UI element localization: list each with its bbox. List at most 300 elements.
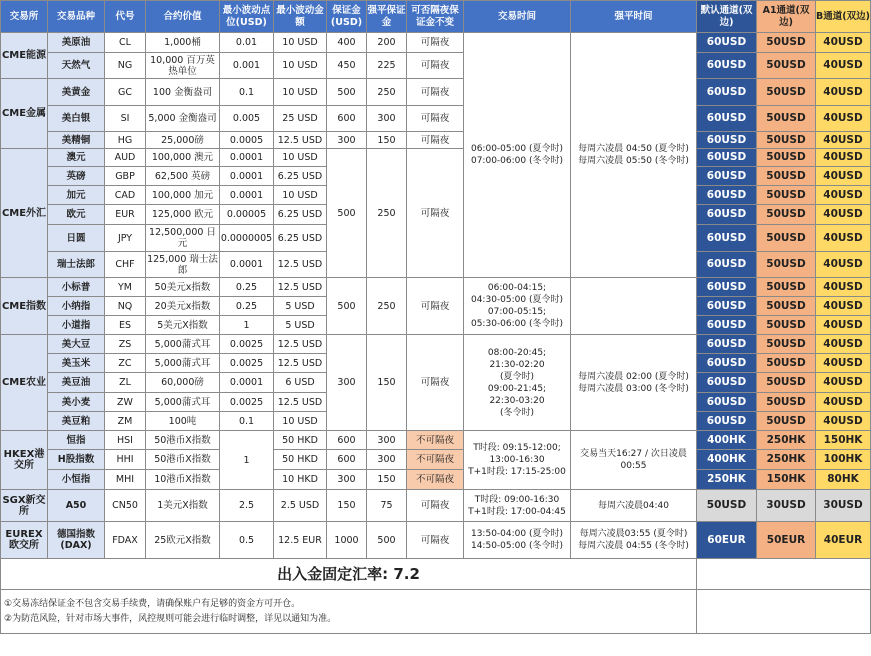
header-a1-channel: A1通道(双边) [757,1,816,33]
liquidation-time-cell [571,335,697,431]
contract-value-cell: 12,500,000 日元 [146,225,220,252]
default-channel-cell: 60USD [697,393,757,412]
contract-value-cell: 60,000磅 [146,373,220,393]
margin-cell: 400 [327,33,367,53]
min-tick-cell: 0.001 [220,53,274,79]
min-tick-cell: 0.25 [220,278,274,297]
trading-time-line: 05:30-06:00 (冬令时) [470,319,563,329]
overnight-cell: 可隔夜 [407,149,464,278]
default-channel-cell: 60USD [697,335,757,354]
forced-margin-cell: 250 [367,149,407,278]
code-cell: ZM [105,412,146,431]
header-overnight: 可否隔夜保证金不变 [407,1,464,33]
b-channel-cell: 40USD [816,205,871,225]
contract-value-cell: 5,000 金衡盎司 [146,106,220,132]
table-row [1,149,871,167]
min-tick-amount-cell: 2.5 USD [274,490,327,522]
contract-value-cell: 1,000桶 [146,33,220,53]
code-cell: ZC [105,354,146,373]
code-cell: ZS [105,335,146,354]
overnight-cell: 不可隔夜 [407,470,464,490]
min-tick-amount-cell: 25 USD [274,106,327,132]
trading-time-line: 14:50-05:00 (冬令时) [470,541,563,551]
trading-time-line: 13:50-04:00 (夏令时) [470,529,563,539]
margin-cell: 300 [327,335,367,431]
min-tick-cell: 0.0001 [220,252,274,278]
a1-channel-cell: 30USD [757,490,816,522]
margin-cell: 450 [327,53,367,79]
header-margin: 保证金(USD) [327,1,367,33]
contract-value-cell: 1美元X指数 [146,490,220,522]
header-default-channel: 默认通道(双边) [697,1,757,33]
product-cell: 美大豆 [48,335,105,354]
min-tick-amount-cell: 12.5 USD [274,393,327,412]
min-tick-cell: 0.0001 [220,167,274,186]
liquidation-time-line: 每周六凌晨 05:50 (冬令时) [578,156,689,166]
product-cell: 美玉米 [48,354,105,373]
exchange-cell: CME能源 [1,33,48,79]
code-cell: GBP [105,167,146,186]
a1-channel-cell: 50USD [757,53,816,79]
b-channel-cell: 40USD [816,297,871,316]
b-channel-cell: 40USD [816,132,871,149]
min-tick-cell: 0.005 [220,106,274,132]
default-channel-cell: 60USD [697,149,757,167]
a1-channel-cell: 50USD [757,278,816,297]
a1-channel-cell: 50USD [757,106,816,132]
margin-cell: 300 [327,132,367,149]
table-row [1,522,871,559]
b-channel-cell: 40USD [816,278,871,297]
default-channel-cell: 60USD [697,186,757,205]
default-channel-cell: 60USD [697,278,757,297]
code-cell: EUR [105,205,146,225]
default-channel-cell: 60USD [697,297,757,316]
trading-time-cell [464,33,571,278]
b-channel-cell: 40USD [816,373,871,393]
min-tick-amount-cell: 10 USD [274,412,327,431]
a1-channel-cell: 50USD [757,167,816,186]
margin-cell: 300 [327,470,367,490]
exchange-rate-banner: 出入金固定汇率: 7.2 [1,559,697,590]
contract-value-cell: 125,000 欧元 [146,205,220,225]
trading-time-line: 21:30-02:20 [489,359,545,370]
exchange-cell: SGX新交所 [1,490,48,522]
product-cell: 小恒指 [48,470,105,490]
table-row [1,490,871,522]
liquidation-time-line: 每周六凌晨 02:00 (夏令时) [578,371,689,382]
liquidation-time-line: 每周六凌晨 04:50 (夏令时) [578,144,689,154]
b-channel-cell: 40USD [816,53,871,79]
min-tick-cell: 0.00005 [220,205,274,225]
table-row [1,79,871,106]
b-channel-cell: 40USD [816,316,871,335]
min-tick-amount-cell: 50 HKD [274,450,327,470]
table-row [1,132,871,149]
code-cell: HG [105,132,146,149]
a1-channel-cell: 250HK [757,431,816,450]
min-tick-cell: 0.0005 [220,132,274,149]
code-cell: CN50 [105,490,146,522]
trading-time-line: 06:00-04:15; [487,283,547,293]
min-tick-amount-cell: 6.25 USD [274,205,327,225]
contract-value-cell: 100 金衡盎司 [146,79,220,106]
product-cell: 日圆 [48,225,105,252]
min-tick-amount-cell: 10 USD [274,53,327,79]
b-channel-cell: 100HK [816,450,871,470]
trading-time-cell [464,522,571,559]
notes-cell [1,590,697,634]
code-cell: MHI [105,470,146,490]
a1-channel-cell: 50USD [757,393,816,412]
min-tick-cell: 0.5 [220,522,274,559]
product-cell: 瑞士法郎 [48,252,105,278]
product-cell: 美黄金 [48,79,105,106]
contract-value-cell: 5,000蒲式耳 [146,393,220,412]
b-channel-cell: 40USD [816,252,871,278]
overnight-cell: 可隔夜 [407,522,464,559]
trading-time-line: (冬令时) [499,407,535,418]
min-tick-amount-cell: 12.5 EUR [274,522,327,559]
overnight-cell: 可隔夜 [407,335,464,431]
default-channel-cell: 250HK [697,470,757,490]
trading-time-line: 06:00-05:00 (夏令时) [470,144,563,154]
product-cell: 英磅 [48,167,105,186]
overnight-cell: 可隔夜 [407,132,464,149]
a1-channel-cell: 50USD [757,186,816,205]
a1-channel-cell: 150HK [757,470,816,490]
default-channel-cell: 60USD [697,132,757,149]
overnight-cell: 可隔夜 [407,33,464,53]
header-min-tick-amount: 最小波动金额 [274,1,327,33]
product-cell: 美白银 [48,106,105,132]
margin-cell: 1000 [327,522,367,559]
overnight-cell: 可隔夜 [407,53,464,79]
overnight-cell: 不可隔夜 [407,450,464,470]
contract-value-cell: 5,000蒲式耳 [146,335,220,354]
note-line: ①交易冻结保证金不包含交易手续费，请确保账户有足够的资金方可开仓。 [4,598,301,609]
code-cell: CAD [105,186,146,205]
overnight-cell: 可隔夜 [407,490,464,522]
b-channel-cell: 40USD [816,79,871,106]
contract-value-cell: 10,000 百万英热单位 [146,53,220,79]
contract-value-cell: 100,000 加元 [146,186,220,205]
product-cell: 美精铜 [48,132,105,149]
min-tick-cell: 0.1 [220,412,274,431]
default-channel-cell: 60USD [697,373,757,393]
product-cell: A50 [48,490,105,522]
a1-channel-cell: 250HK [757,450,816,470]
min-tick-cell: 0.0001 [220,373,274,393]
contract-value-cell: 125,000 瑞士法郎 [147,253,218,276]
forced-margin-cell: 150 [367,470,407,490]
header-row [1,1,871,33]
min-tick-amount-cell: 5 USD [274,316,327,335]
a1-channel-cell: 50USD [757,33,816,53]
min-tick-amount-cell: 10 USD [274,33,327,53]
b-channel-cell: 40USD [816,225,871,252]
code-cell: NG [105,53,146,79]
min-tick-cell: 1 [220,316,274,335]
contract-value-cell: 50港币X指数 [146,450,220,470]
contract-value-cell: 50美元x指数 [146,278,220,297]
margin-cell: 150 [327,490,367,522]
default-channel-cell: 60USD [697,252,757,278]
min-tick-cell: 1 [220,431,274,490]
product-cell: 美豆粕 [48,412,105,431]
liquidation-time-cell [571,33,697,278]
a1-channel-cell: 50USD [757,297,816,316]
trading-time-cell [464,431,571,490]
trading-time-line: T+1时段: 17:00-04:45 [468,506,566,517]
overnight-cell: 可隔夜 [407,106,464,132]
min-tick-cell: 0.01 [220,33,274,53]
header-product: 交易品种 [48,1,105,33]
header-b-channel: B通道(双边) [816,1,871,33]
contract-value-cell: 50港币X指数 [146,431,220,450]
min-tick-amount-cell: 6 USD [274,373,327,393]
margin-cell: 600 [327,106,367,132]
table-row [1,559,871,590]
margin-cell: 500 [327,278,367,335]
table-row [1,431,871,450]
min-tick-cell: 0.1 [220,79,274,106]
trading-time-line: T时段: 09:15-12:00; [473,443,561,453]
a1-channel-cell: 50USD [757,412,816,431]
min-tick-amount-cell: 10 USD [274,149,327,167]
overnight-cell: 可隔夜 [407,79,464,106]
header-min-tick: 最小波动点位(USD) [220,1,274,33]
code-cell: ZL [105,373,146,393]
code-cell: CHF [105,252,146,278]
code-cell: SI [105,106,146,132]
default-channel-cell: 50USD [697,490,757,522]
contract-value-cell: 5,000蒲式耳 [146,354,220,373]
code-cell: FDAX [105,522,146,559]
min-tick-cell: 0.0001 [220,186,274,205]
code-cell: YM [105,278,146,297]
a1-channel-cell: 50USD [757,335,816,354]
product-cell: 加元 [48,186,105,205]
table-row [1,106,871,132]
product-cell: 澳元 [48,149,105,167]
forced-margin-cell: 150 [367,132,407,149]
default-channel-cell: 60USD [697,225,757,252]
product-cell: 美原油 [48,33,105,53]
b-channel-cell: 150HK [816,431,871,450]
overnight-cell: 可隔夜 [407,278,464,335]
min-tick-amount-cell: 50 HKD [274,431,327,450]
table-row [1,450,871,470]
min-tick-amount-cell: 10 USD [274,79,327,106]
forced-margin-cell: 300 [367,450,407,470]
code-cell: HSI [105,431,146,450]
default-channel-cell: 60USD [697,33,757,53]
code-cell: ES [105,316,146,335]
overnight-cell: 不可隔夜 [407,431,464,450]
contract-value-cell: 62,500 英磅 [146,167,220,186]
b-channel-cell: 30USD [816,490,871,522]
code-cell: AUD [105,149,146,167]
exchange-cell: CME农业 [1,335,48,431]
trading-time-line: 04:30-05:00 (夏令时) [470,295,563,305]
liquidation-time-cell [571,522,697,559]
b-channel-cell: 40USD [816,106,871,132]
header-exchange: 交易所 [1,1,48,33]
min-tick-amount-cell: 12.5 USD [274,252,327,278]
product-cell: 恒指 [48,431,105,450]
b-channel-cell: 40USD [816,33,871,53]
forced-margin-cell: 150 [367,335,407,431]
min-tick-cell: 2.5 [220,490,274,522]
a1-channel-cell: 50USD [757,149,816,167]
liquidation-time-cell [571,278,697,335]
trading-time-line: 08:00-20:45; [487,347,547,358]
trading-time-cell [464,490,571,522]
code-cell: ZW [105,393,146,412]
contract-value-cell: 10港币X指数 [146,470,220,490]
liquidation-time-line: 每周六凌晨 03:00 (冬令时) [578,383,689,394]
forced-margin-cell: 225 [367,53,407,79]
forced-margin-cell: 300 [367,431,407,450]
default-channel-cell: 60USD [697,205,757,225]
trading-time-line: 07:00-06:00 (冬令时) [470,156,563,166]
product-cell: 德国指数(DAX) [48,522,105,559]
contract-value-cell: 25,000磅 [146,132,220,149]
forced-margin-cell: 300 [367,106,407,132]
exchange-cell: EUREX欧交所 [1,522,48,559]
forced-margin-cell: 250 [367,278,407,335]
min-tick-cell: 0.0000005 [220,225,274,252]
code-cell: GC [105,79,146,106]
contract-value-cell: 100吨 [146,412,220,431]
margin-cell: 600 [327,450,367,470]
contract-value-cell: 100,000 澳元 [146,149,220,167]
min-tick-amount-cell: 12.5 USD [274,354,327,373]
b-channel-cell: 40USD [816,149,871,167]
b-channel-cell: 40USD [816,412,871,431]
default-channel-cell: 400HK [697,431,757,450]
min-tick-amount-cell: 5 USD [274,297,327,316]
min-tick-amount-cell: 6.25 USD [274,225,327,252]
default-channel-cell: 60USD [697,106,757,132]
b-channel-cell: 40USD [816,186,871,205]
trading-time-line: T时段: 09:00-16:30 [474,494,560,505]
b-channel-cell: 40USD [816,335,871,354]
header-liquidation-time: 强平时间 [571,1,697,33]
empty-cell [697,559,871,590]
trading-time-line: 07:00-05:15; [487,307,547,317]
min-tick-amount-cell: 10 USD [274,186,327,205]
min-tick-cell: 0.25 [220,297,274,316]
liquidation-time-cell: 每周六凌晨04:40 [571,490,697,522]
liquidation-time-line: 每周六凌晨 04:55 (冬令时) [578,541,689,551]
min-tick-amount-cell: 12.5 USD [274,278,327,297]
trading-time-line: 13:00-16:30 [489,455,545,465]
default-channel-cell: 60EUR [697,522,757,559]
table-row [1,470,871,490]
exchange-cell: HKEX港交所 [1,431,48,490]
table-row [1,590,871,634]
product-cell: 小道指 [48,316,105,335]
table-row [1,53,871,79]
b-channel-cell: 40USD [816,167,871,186]
contract-value-cell: 25欧元X指数 [146,522,220,559]
exchange-cell: CME金属 [1,79,48,149]
code-cell: NQ [105,297,146,316]
a1-channel-cell: 50USD [757,252,816,278]
liquidation-time-line: 每周六凌晨03:55 (夏令时) [579,529,688,539]
header-code: 代号 [105,1,146,33]
trading-time-line: 09:00-21:45; [487,383,547,394]
min-tick-amount-cell: 12.5 USD [274,132,327,149]
product-cell: H股指数 [48,450,105,470]
product-cell: 小纳指 [48,297,105,316]
liquidation-time-cell: 交易当天16:27 / 次日凌晨 00:55 [571,431,697,490]
min-tick-cell: 0.0025 [220,354,274,373]
code-cell: HHI [105,450,146,470]
code-cell: CL [105,33,146,53]
table-row [1,278,871,297]
a1-channel-cell: 50USD [757,132,816,149]
product-cell: 美豆油 [48,373,105,393]
min-tick-amount-cell: 10 HKD [274,470,327,490]
min-tick-amount-cell: 12.5 USD [274,335,327,354]
a1-channel-cell: 50USD [757,354,816,373]
table-row [1,335,871,354]
header-trading-time: 交易时间 [464,1,571,33]
exchange-cell: CME外汇 [1,149,48,278]
note-line: ②为防范风险，针对市场大事件，风控规则可能会进行临时调整，详见以通知为准。 [4,613,337,624]
product-cell: 美小麦 [48,393,105,412]
margin-cell: 500 [327,79,367,106]
a1-channel-cell: 50USD [757,79,816,106]
min-tick-cell: 0.0025 [220,335,274,354]
trading-time-cell [464,278,571,335]
b-channel-cell: 40EUR [816,522,871,559]
a1-channel-cell: 50USD [757,316,816,335]
trading-time-line: T+1时段: 17:15-25:00 [468,467,566,477]
trading-time-cell [464,335,571,431]
min-tick-cell: 0.0001 [220,149,274,167]
trading-time-line: (夏令时) [499,371,535,382]
default-channel-cell: 60USD [697,79,757,106]
product-cell: 小标普 [48,278,105,297]
default-channel-cell: 60USD [697,167,757,186]
default-channel-cell: 400HK [697,450,757,470]
a1-channel-cell: 50EUR [757,522,816,559]
margin-cell: 600 [327,431,367,450]
header-forced-margin: 强平保证金 [367,1,407,33]
forced-margin-cell: 500 [367,522,407,559]
default-channel-cell: 60USD [697,412,757,431]
product-cell: 欧元 [48,205,105,225]
exchange-cell: CME指数 [1,278,48,335]
default-channel-cell: 60USD [697,354,757,373]
min-tick-cell: 0.0025 [220,393,274,412]
empty-cell [697,590,871,634]
margin-cell: 500 [327,149,367,278]
a1-channel-cell: 50USD [757,205,816,225]
contract-value-cell: 5美元X指数 [146,316,220,335]
table-row [1,33,871,53]
default-channel-cell: 60USD [697,53,757,79]
trading-time-line: 22:30-03:20 [489,395,545,406]
default-channel-cell: 60USD [697,316,757,335]
min-tick-amount-cell: 6.25 USD [274,167,327,186]
b-channel-cell: 40USD [816,393,871,412]
contract-value-cell: 20美元x指数 [146,297,220,316]
